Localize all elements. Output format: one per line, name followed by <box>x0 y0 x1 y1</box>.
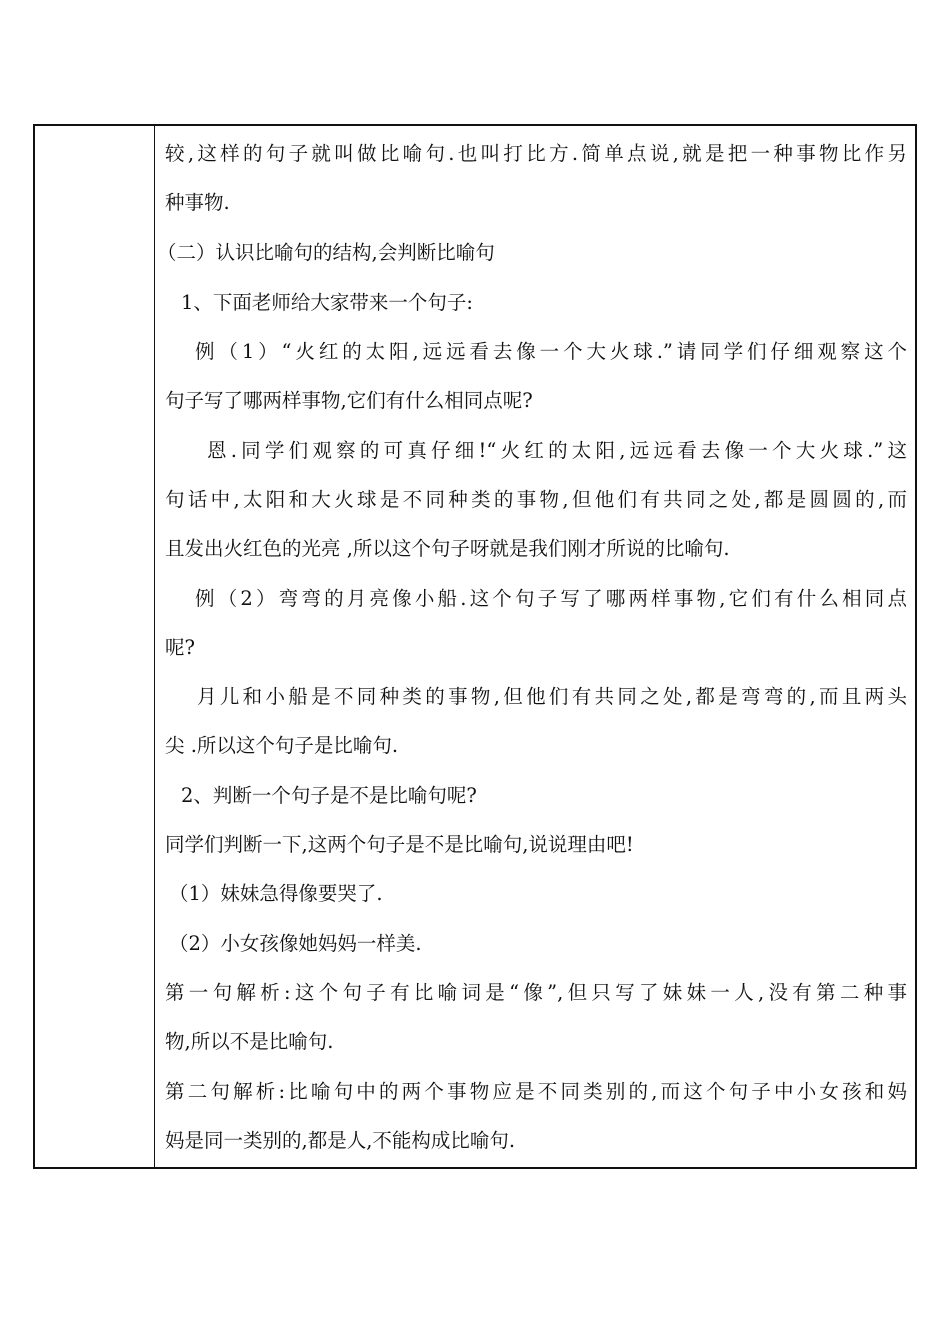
table-content-column <box>155 126 915 1167</box>
text-line: 种事物. <box>165 191 230 214</box>
lesson-table <box>33 124 917 1169</box>
text-line: 1、下面老师给大家带来一个句子: <box>181 291 473 314</box>
section-heading: （二）认识比喻句的结构,会判断比喻句 <box>157 241 495 264</box>
text-line: 2、判断一个句子是不是比喻句呢? <box>181 784 477 807</box>
text-line: 句子写了哪两样事物,它们有什么相同点呢? <box>165 389 533 412</box>
text-line: 例（2）弯弯的月亮像小船.这个句子写了哪两样事物,它们有什么相同点 <box>195 587 907 610</box>
text-line: 第一句解析:这个句子有比喻词是“像”,但只写了妹妹一人,没有第二种事 <box>165 981 907 1004</box>
text-line: 例（1）“火红的太阳,远远看去像一个大火球.”请同学们仔细观察这个 <box>195 340 907 363</box>
text-line: 尖 .所以这个句子是比喻句. <box>165 734 399 757</box>
text-line: （1）妹妹急得像要哭了. <box>169 882 383 905</box>
text-line: 恩.同学们观察的可真仔细!“火红的太阳,远远看去像一个大火球.”这 <box>207 439 907 462</box>
text-line: 物,所以不是比喻句. <box>165 1030 334 1053</box>
text-line: 较,这样的句子就叫做比喻句.也叫打比方.简单点说,就是把一种事物比作另 <box>165 142 907 165</box>
text-line: 妈是同一类别的,都是人,不能构成比喻句. <box>165 1129 516 1152</box>
text-line: 且发出火红色的光亮 ,所以这个句子呀就是我们刚才所说的比喻句. <box>165 537 730 560</box>
table-left-column <box>35 126 155 1167</box>
text-line: 同学们判断一下,这两个句子是不是比喻句,说说理由吧! <box>165 833 634 856</box>
text-line: 句话中,太阳和大火球是不同种类的事物,但他们有共同之处,都是圆圆的,而 <box>165 488 907 511</box>
text-line: 呢? <box>165 636 195 659</box>
text-line: （2）小女孩像她妈妈一样美. <box>169 932 422 955</box>
text-line: 第二句解析:比喻句中的两个事物应是不同类别的,而这个句子中小女孩和妈 <box>165 1080 907 1103</box>
text-line: 月儿和小船是不同种类的事物,但他们有共同之处,都是弯弯的,而且两头 <box>197 685 907 708</box>
